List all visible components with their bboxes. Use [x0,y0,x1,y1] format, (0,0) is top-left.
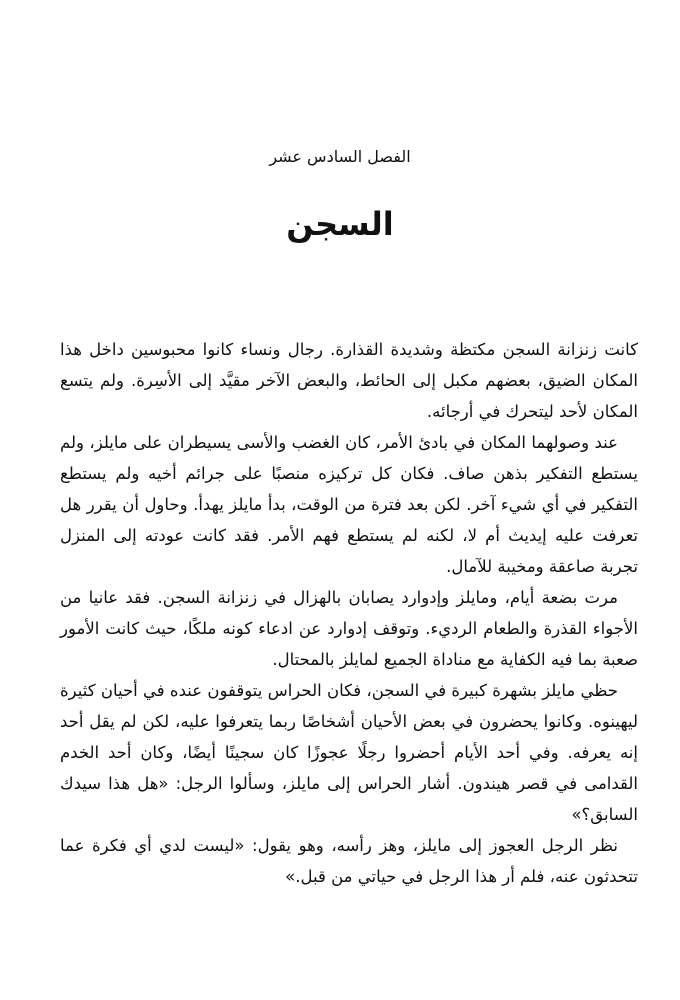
chapter-label: الفصل السادس عشر [269,147,411,166]
chapter-title: السجن [286,205,394,243]
paragraph: كانت زنزانة السجن مكتظة وشديدة القذارة. رجال ونساء كانوا محبوسين داخل هذا المكان الضيق، بعضهم مكبل إلى الحائط، والبعض الآخر مقيَّد إلى الأسِرة. ولم يتسع المكان لأحد ليتحرك في أرجائه. [60,340,638,421]
paragraph: عند وصولهما المكان في بادئ الأمر، كان الغضب والأسى يسيطران على مايلز، ولم يستطع التفكير بذهن صاف. فكان كل تركيزه منصبًا على جرائم أخيه ولم يستطع التفكير في أي شيء آخر. لكن بعد فترة من الوقت، بدأ مايلز يهدأ. وحاول أن يقرر هل تعرفت عليه إيديث أم لا، لكنه لم يستطع فهم الأمر. فقد كانت عودته إلى المنزل تجربة صاعقة ومخيبة للآمال. [60,433,638,576]
paragraph: مرت بضعة أيام، ومايلز وإدوارد يصابان بالهزال في زنزانة السجن. فقد عانيا من الأجواء القذرة والطعام الرديء. وتوقف إدوارد عن ادعاء كونه ملكًا، حيث كانت الأمور صعبة بما فيه الكفاية مع مناداة الجميع لمايلز بالمحتال. [60,588,638,669]
chapter-body [60,334,638,892]
paragraph: نظر الرجل العجوز إلى مايلز، وهز رأسه، وهو يقول: «ليست لدي أي فكرة عما تتحدثون عنه، فلم أر هذا الرجل في حياتي من قبل.» [60,836,638,886]
paragraph: حظي مايلز بشهرة كبيرة في السجن، فكان الحراس يتوقفون عنده في أحيان كثيرة ليهينوه. وكانوا يحضرون في بعض الأحيان أشخاصًا ربما يتعرفوا عليه، لكن لم يقل أحد إنه يعرفه. وفي أحد الأيام أحضروا رجلًا عجوزًا كان سجينًا أيضًا، وكان أحد الخدم القدامى في قصر هيندون. أشار الحراس إلى مايلز، وسألوا الرجل: «هل هذا سيدك السابق؟» [60,681,638,824]
